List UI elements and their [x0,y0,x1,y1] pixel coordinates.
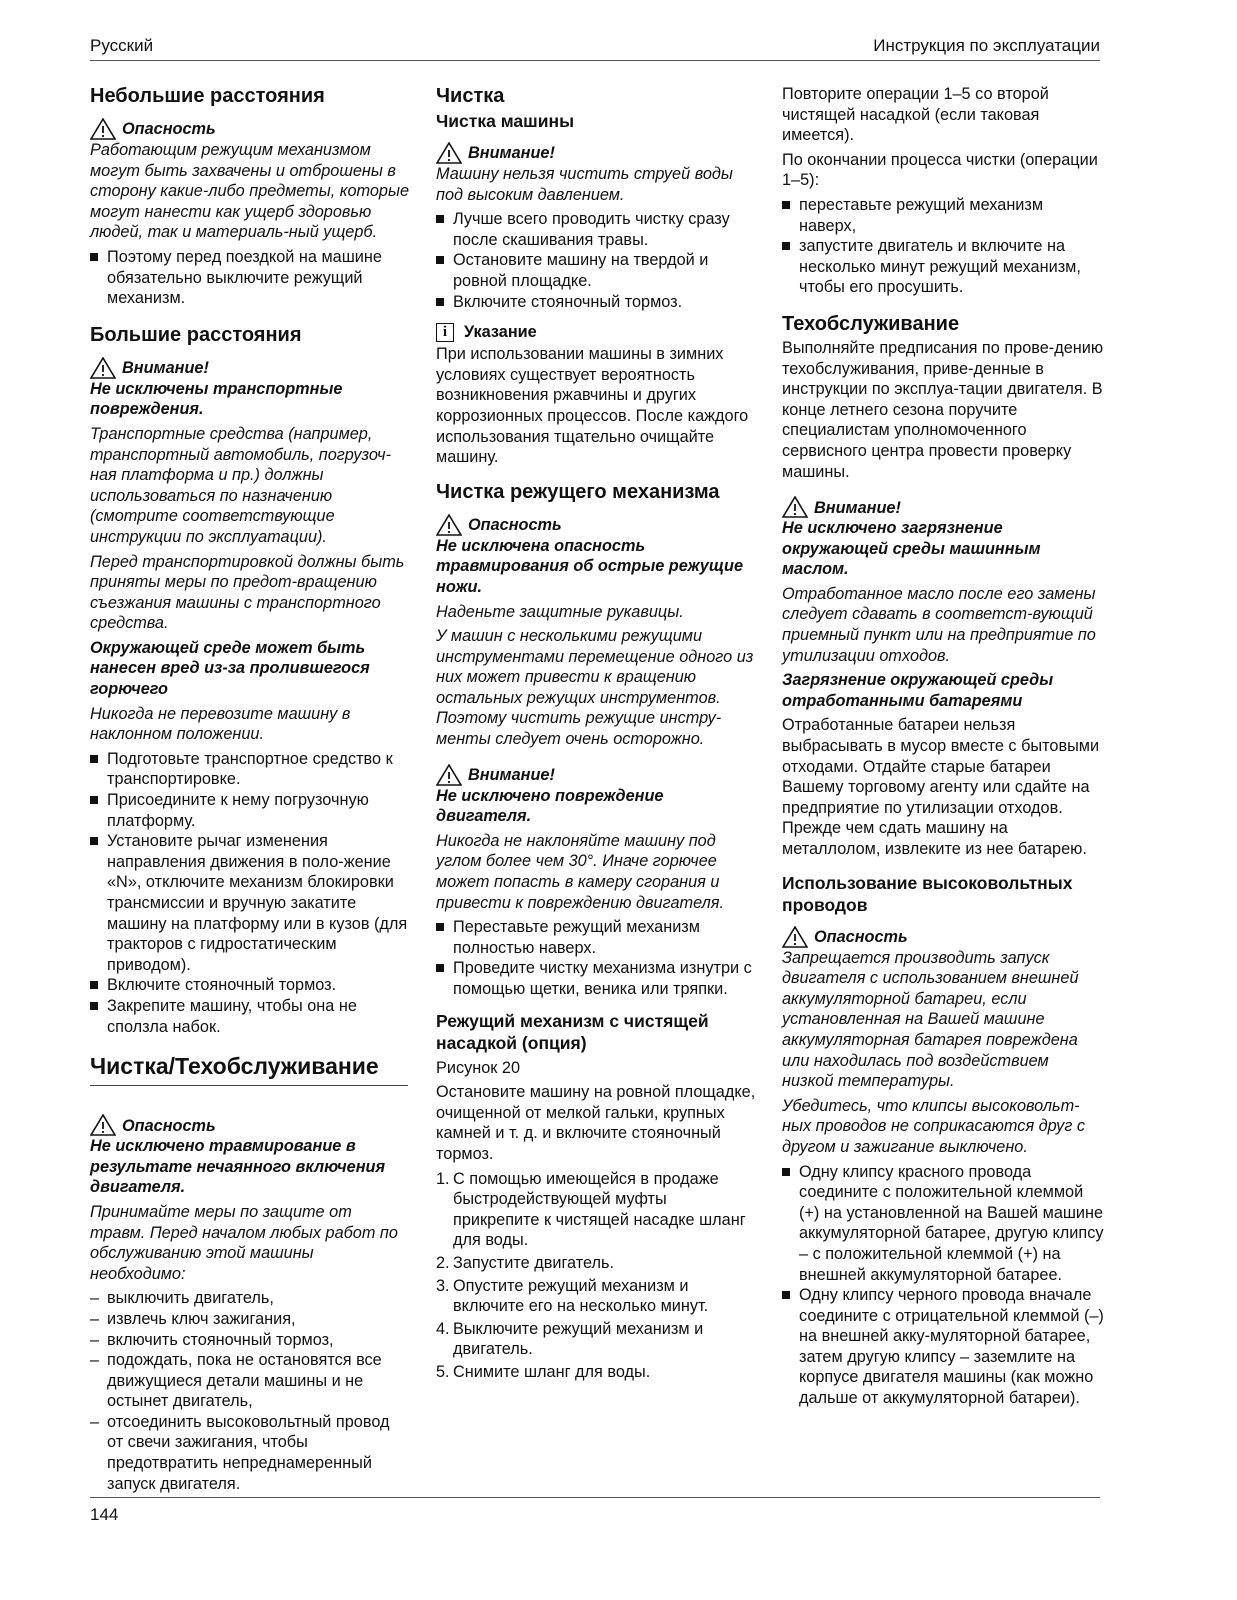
list-item: 2. Запустите двигатель. [436,1253,615,1272]
bullet-list [90,247,410,309]
header-language: Русский [90,36,154,55]
note-heading [436,320,756,344]
heading-high-voltage-cables: Использование высоковольтных проводов [782,872,1073,915]
warning-text: Никогда не перевозите машину в наклонном положении. [90,704,351,744]
warning-heading [90,116,410,140]
list-item: переставьте режущий механизм наверх, [782,195,1104,236]
list-item: Включите стояночный тормоз. [90,975,410,996]
heading-machine-cleaning: Чистка машины [436,111,575,131]
bullet-list [782,1162,1104,1409]
warning-triangle-icon [436,764,462,786]
figure-reference: Рисунок 20 [436,1058,521,1077]
warning-triangle-icon [782,496,808,518]
list-item: Подготовьте транспортное средство к транспортировке. [90,749,410,790]
list-item: Включите стояночный тормоз. [436,292,756,313]
list-item: Остановите машину на твердой и ровной площадке. [436,250,756,291]
info-icon: i [436,323,454,342]
warning-text: Перед транспортировкой должны быть приняты меры по предот-вращению съезжания машины с транспортного средства. [90,552,405,633]
header-title: Инструкция по эксплуатации [873,36,1100,55]
warning-heading [90,1112,410,1136]
warning-triangle-icon [90,1114,116,1136]
list-item: – подождать, пока не остановятся все движущиеся детали машины и не остынет двигатель, [90,1350,410,1412]
heading-large-distances: Большие расстояния [90,323,302,346]
heading-small-distances: Небольшие расстояния [90,85,325,107]
warning-triangle-icon [90,118,116,140]
warning-heading [436,512,756,536]
list-item: 4. Выключите режущий механизм и двигатель. [436,1319,704,1359]
warning-bold-text: Окружающей среде может быть нанесен вред из-за пролившегося горючего [90,638,370,699]
list-item: Закрепите машину, чтобы она не сползла набок. [90,996,410,1037]
paragraph: Повторите операции 1–5 со второй чистящей насадкой (если таковая имеется). [782,85,1049,145]
warning-text: Машину нельзя чистить струей воды под высоким давлением. [436,165,733,204]
warning-text: Транспортные средства (например, транспортный автомобиль, погрузоч-ная платформа и пр.) должны использоваться по назначению (смотрите соответствующие инструкции по эксплуатации). [90,424,392,546]
warning-text: Наденьте защитные рукавицы. [436,602,684,621]
warning-heading [782,494,1104,518]
warning-triangle-icon [436,514,462,536]
warning-heading [436,762,756,786]
heading-cleaning-maintenance: Чистка/Техобслуживание [90,1051,408,1086]
warning-heading [782,924,1104,948]
list-item: Присоедините к нему погрузочную платформу. [90,790,410,831]
heading-cleaning-nozzle: Режущий механизм с чистящей насадкой (опция) [436,1010,709,1053]
list-item: Установите рычаг изменения направления движения в поло-жение «N», отключите механизм блокировки трансмиссии и вручную закатите машину на платформу или в кузов (для тракторов с гидростатическим приводом). [90,831,410,975]
list-item: запустите двигатель и включите на несколько минут режущий механизм, чтобы его просушить. [782,236,1104,298]
warning-triangle-icon [782,926,808,948]
numbered-list [436,1169,756,1383]
warning-heading [90,355,410,379]
heading-maintenance: Техобслуживание [782,312,960,335]
note-label: Указание [464,322,537,341]
warning-label: Внимание! [468,766,555,785]
bullet-list [782,195,1104,298]
warning-text: Отработанное масло после его замены следует сдавать в соответст-вующий приемный пункт или на предприятие по утилизации отходов. [782,584,1096,665]
heading-cutter-cleaning: Чистка режущего механизма [436,480,720,503]
warning-label: Внимание! [468,144,555,163]
warning-text: Убедитесь, что клипсы высоковольт-ных проводов не соприкасаются друг с другом и зажигание выключено. [782,1096,1086,1156]
warning-text: Работающим режущим механизмом могут быть захвачены и отброшены в сторону какие-либо предметы, которые могут нанести как ущерб здоровью людей, так и материаль-ный ущерб. [90,141,410,242]
page-number: 144 [90,1505,119,1524]
warning-label: Опасность [122,120,216,139]
footer-divider [90,1497,1100,1498]
list-item: Одну клипсу черного провода вначале соедините с отрицательной клеммой (–) на внешней акку-муляторной батарее, затем другую клипсу – заземлите на корпусе двигателя машины (как можно дальше от аккумуляторной батареи). [782,1285,1104,1409]
warning-bold-text: Не исключено повреждение двигателя. [436,786,664,826]
list-item: – извлечь ключ зажигания, [90,1309,410,1330]
list-item: 3. Опустите режущий механизм и включите его на несколько минут. [436,1276,709,1316]
list-item: Проведите чистку механизма изнутри с помощью щетки, веника или тряпки. [436,958,756,999]
warning-label: Внимание! [122,359,209,378]
warning-bold-text: Не исключено травмирование в результате нечаянного включения двигателя. [90,1137,386,1197]
dash-list [90,1288,410,1494]
list-item: 1. С помощью имеющейся в продаже быстродействующей муфты прикрепите к чистящей насадке шланг для воды. [436,1169,746,1250]
paragraph: Выполняйте предписания по прове-дению техобслуживания, приве-денные в инструкции по эксплуа-тации двигателя. В конце летнего сезона поручите специалистам уполномоченного сервисного центра провести проверку машины. [782,338,1104,481]
list-item: Поэтому перед поездкой на машине обязательно выключите режущий механизм. [90,247,410,309]
list-item: – включить стояночный тормоз, [90,1330,410,1351]
warning-bold-text: Не исключены транспортные повреждения. [90,379,343,419]
paragraph: По окончании процесса чистки (операции 1–5): [782,150,1098,190]
warning-text: Принимайте меры по защите от травм. Перед началом любых работ по обслуживанию этой машины необходимо: [90,1202,398,1283]
warning-triangle-icon [90,357,116,379]
warning-label: Опасность [468,516,562,535]
list-item: – отсоединить высоковольтный провод от свечи зажигания, чтобы предотвратить непреднамеренный запуск двигателя. [90,1412,410,1494]
page-header [90,34,1100,61]
list-item: Лучше всего проводить чистку сразу после скашивания травы. [436,209,756,250]
column-3 [782,84,1104,1411]
warning-bold-text: Не исключено загрязнение окружающей среды машинным маслом. [782,519,1041,579]
warning-text: Запрещается производить запуск двигателя с использованием внешней аккумуляторной батареи, если установленная на Вашей машине аккумуляторная батарея повреждена или находилась под воздействием низкой температуры. [782,948,1079,1091]
warning-text: У машин с несколькими режущими инструментами перемещение одного из них может привести к вращению остальных режущих инструментов. Поэтому чистить режущие инстру-менты следует очень осторожно. [436,627,754,749]
list-item: 5. Снимите шланг для воды. [436,1362,651,1381]
warning-triangle-icon [436,142,462,164]
warning-label: Опасность [814,928,908,946]
warning-label: Внимание! [814,498,901,517]
list-item: Переставьте режущий механизм полностью наверх. [436,917,756,958]
note-text: При использовании машины в зимних условиях существует вероятность возникновения ржавчины и других коррозионных процессов. После каждого использования тщательно очищайте машину. [436,345,749,467]
warning-heading [436,140,756,164]
bullet-list [436,209,756,312]
heading-cleaning: Чистка [436,85,505,107]
bullet-list [436,917,756,999]
intro-text: Остановите машину на ровной площадке, очищенной от мелкой гальки, крупных камней и т. д. и включите стояночный тормоз. [436,1083,756,1163]
bullet-list [90,749,410,1037]
warning-bold-text: Не исключена опасность травмирования об острые режущие ножи. [436,536,744,596]
warning-label: Опасность [122,1116,216,1135]
warning-bold-text: Загрязнение окружающей среды отработанными батареями [782,671,1054,710]
paragraph: Отработанные батареи нельзя выбрасывать в мусор вместе с бытовыми отходами. Отдайте старые батареи Вашему торговому агенту или сдайте на предприятие по утилизации отходов. Прежде чем сдать машину на металлолом, извлеките из нее батарею. [782,716,1100,858]
list-item: – выключить двигатель, [90,1288,410,1309]
column-2 [436,84,756,1385]
list-item: Одну клипсу красного провода соедините с положительной клеммой (+) на установленной на Вашей машине аккумуляторной батарее, другую клипсу – с положительной клеммой (+) на внешней аккумуляторной батарее. [782,1162,1104,1286]
column-1 [90,84,410,1494]
warning-text: Никогда не наклоняйте машину под углом более чем 30°. Иначе горючее может попасть в камеру сгорания и привести к повреждению двигателя. [436,831,724,912]
